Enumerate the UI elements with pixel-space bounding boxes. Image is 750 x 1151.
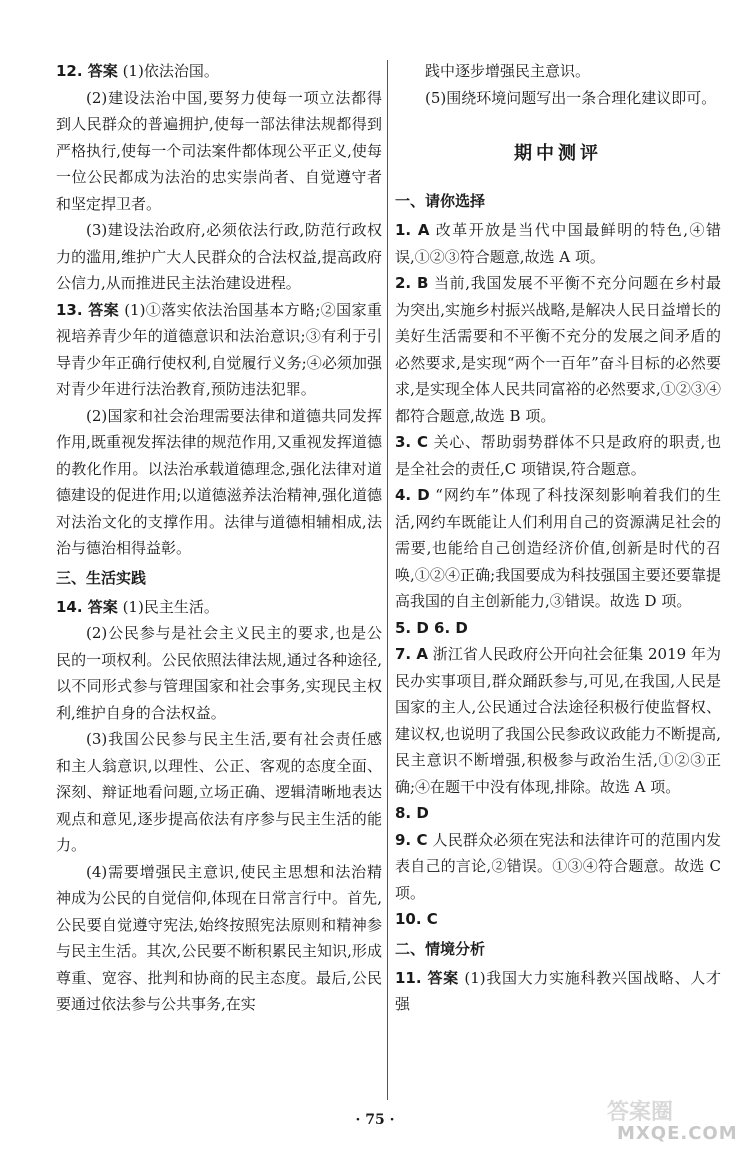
page-title: 期中测评: [514, 143, 602, 164]
page-number: · 75 ·: [355, 1112, 395, 1128]
q12-label: 12. 答案: [56, 62, 118, 80]
q4-explanation: “网约车”体现了科技深刻影响着我们的生活,网约车既能让人们利用自己的资源满足社会的需要,也能给自己创造经济价值,创新是时代的召唤,①②④正确;我国要成为科技强国主要还要靠提高我国的自主创新能力,③错误。故选 D 项。: [395, 486, 721, 610]
q13-part2: (2)国家和社会治理需要法律和道德共同发挥作用,既重视发挥法律的规范作用,又重视发挥道德的教化作用。以法治承载道德理念,强化法律对道德建设的促进作用;以道德滋养法治精神,强化道德对法治文化的支撑作用。法律与道德相辅相成,法治与德治相得益彰。: [56, 406, 382, 557]
q9-number: 9. C: [395, 830, 428, 849]
q14-part4-continued: 践中逐步增强民主意识。: [425, 62, 591, 80]
q8-answer: 8. D: [395, 804, 429, 822]
section-heading-3: 三、生活实践: [56, 568, 147, 587]
q7-explanation: 浙江省人民政府公开向社会征集 2019 年为民办实事项目,群众踊跃参与,可见,在我国,人民是国家的主人,公民通过合法途径积极行使监督权、建议权,也说明了我国公民参政议政能力不断提高,民主意识不断增强,积极参与政治生活,①②③正确;④在题干中没有体现,排除。故选 A 项。: [395, 645, 721, 796]
q4-number: 4. D: [395, 486, 430, 504]
q3-number: 3. C: [395, 433, 429, 451]
q13-part1: (1)①落实依法治国基本方略;②国家重视培养青少年的道德意识和法治意识;③有利于引导青少年正确行使权利,自觉履行义务;④必须加强对青少年进行法治教育,预防违法犯罪。: [56, 300, 382, 398]
q14-part5: (5)围绕环境问题写出一条合理化建议即可。: [425, 88, 717, 107]
q5-q6-answers: 5. D 6. D: [395, 618, 468, 637]
section-heading-1: 一、请你选择: [395, 192, 486, 210]
q13-label: 13. 答案: [56, 300, 120, 319]
right-column: [395, 58, 721, 1018]
q14-part1: (1)民主生活。: [122, 597, 219, 616]
q9-item: [395, 827, 721, 907]
q10-answer: 10. C: [395, 910, 438, 928]
watermark-logo: 答案圈: [607, 1100, 674, 1125]
q7-item: [395, 641, 721, 800]
q1-explanation: 改革开放是当代中国最鲜明的特色,④错误,①②③符合题意,故选 A 项。: [395, 221, 721, 266]
watermark-url: MXQE.COM: [617, 1123, 738, 1144]
section-heading-2: 二、情境分析: [395, 939, 486, 958]
q2-number: 2. B: [395, 274, 429, 292]
q12-part3: (3)建设法治政府,必须依法行政,防范行政权力的滥用,维护广大人民群众的合法权益,提高政府公信力,从而推进民主法治建设进程。: [56, 221, 382, 292]
q2-explanation: 当前,我国发展不平衡不充分问题在乡村最为突出,实施乡村振兴战略,是解决人民日益增长的美好生活需要和不平衡不充分的发展之间矛盾的必然要求,是实现“两个一百年”奋斗目标的必然要求,是实现全体人民共同富裕的必然要求,①②③④都符合题意,故选 B 项。: [395, 274, 721, 425]
q7-number: 7. A: [395, 645, 428, 663]
column-divider: [387, 60, 388, 1100]
q14-part3: (3)我国公民参与民主生活,要有社会责任感和主人翁意识,以理性、公正、客观的态度全面、深刻、辩证地看问题,立场正确、逻辑清晰地表达观点和意见,逐步提高依法有序参与民主生活的能力。: [56, 730, 382, 854]
q11-answer-line: [395, 965, 721, 1018]
q14-part2: (2)公民参与是社会主义民主的要求,也是公民的一项权利。公民依照法律法规,通过各种途径,以不同形式参与管理国家和社会事务,实现民主权利,维护自身的合法权益。: [56, 624, 382, 722]
left-column: [56, 58, 382, 1018]
q14-label: 14. 答案: [56, 597, 118, 616]
q13-answer: [56, 297, 382, 403]
q11-part1: (1)我国大力实施科教兴国战略、人才强: [395, 968, 721, 1013]
q3-explanation: 关心、帮助弱势群体不只是政府的职责,也是全社会的责任,C 项错误,符合题意。: [395, 433, 721, 478]
q4-item: [395, 482, 721, 615]
q14-answer-line: [56, 594, 382, 621]
q11-label: 11. 答案: [395, 968, 459, 987]
q2-item: [395, 270, 721, 429]
q1-number: 1. A: [395, 221, 430, 239]
q9-explanation: 人民群众必须在宪法和法律许可的范围内发表自己的言论,②错误。①③④符合题意。故选 C 项。: [395, 830, 721, 902]
q14-part4: (4)需要增强民主意识,使民主思想和法治精神成为公民的自觉信仰,体现在日常言行中。首先,公民要自觉遵守宪法,始终按照宪法原则和精神参与民主生活。其次,公民要不断积累民主知识,形成尊重、宽容、批判和协商的民主态度。最后,公民要通过依法参与公共事务,在实: [56, 862, 382, 1013]
q12-part2: (2)建设法治中国,要努力使每一项立法都得到人民群众的普遍拥护,使每一部法律法规都得到严格执行,使每一个司法案件都体现公平正义,使每一位公民都成为法治的忠实崇尚者、自觉遵守者和坚定捍卫者。: [56, 88, 382, 213]
q3-item: [395, 429, 721, 482]
q1-item: [395, 217, 721, 270]
q12-part1: (1)依法治国。: [122, 62, 219, 80]
q12-answer-line: [56, 58, 382, 85]
